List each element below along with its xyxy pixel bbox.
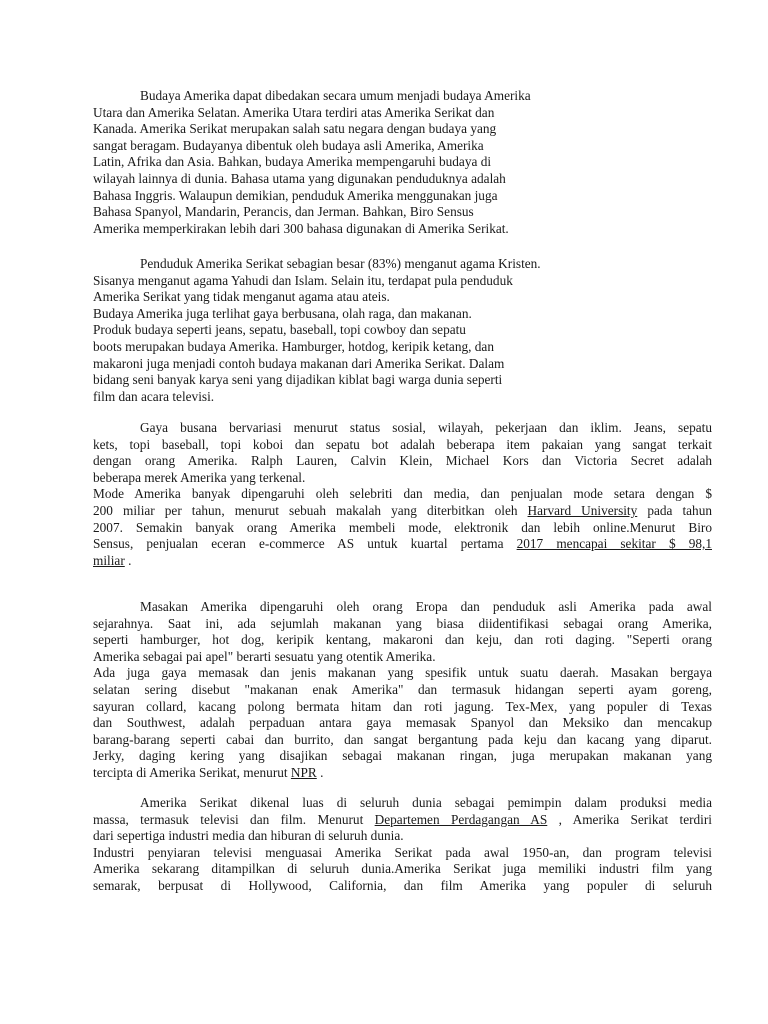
text-line bbox=[93, 812, 712, 829]
line-text: Sensus, penjualan eceran e-commerce AS untuk kuartal pertama bbox=[93, 536, 517, 552]
line-text: dengan orang Amerika. Ralph Lauren, Calvin Klein, Michael Kors dan Victoria Secret adalah bbox=[93, 453, 712, 469]
line-text: bidang seni banyak karya seni yang dijadikan kiblat bagi warga dunia seperti bbox=[93, 372, 503, 388]
line-text: Mode Amerika banyak dipengaruhi oleh selebriti dan media, dan penjualan mode setara dengan $ bbox=[93, 486, 712, 502]
line-text: pada tahun bbox=[637, 502, 712, 518]
text-line bbox=[93, 289, 613, 306]
line-text: Ada juga gaya memasak dan jenis makanan yang spesifik untuk suatu daerah. Masakan bergaya bbox=[93, 665, 712, 681]
text-line bbox=[93, 795, 712, 812]
line-text: barang-barang seperti cabai dan burrito, dan sangat bergantung pada keju dan kacang yang diparut. bbox=[93, 731, 712, 747]
text-line bbox=[93, 437, 712, 454]
hyperlink[interactable]: Departemen Perdagangan AS bbox=[374, 811, 548, 827]
text-line bbox=[93, 372, 613, 389]
line-text: Bahasa Inggris. Walaupun demikian, penduduk Amerika menggunakan juga bbox=[93, 187, 498, 203]
line-text: Amerika Serikat dikenal luas di seluruh dunia sebagai pemimpin dalam produksi media bbox=[140, 795, 712, 810]
line-text: kets, topi baseball, topi koboi dan sepatu bot adalah beberapa item pakaian yang sangat terkait bbox=[93, 436, 712, 452]
text-line bbox=[93, 339, 613, 356]
line-text: wilayah lainnya di dunia. Bahasa utama yang digunakan penduduknya adalah bbox=[93, 170, 506, 186]
line-text: Amerika sebagai pai apel" berarti sesuatu yang otentik Amerika. bbox=[93, 648, 436, 664]
line-text: Jerky, daging kering yang disajikan sebagai makanan ringan, juga merupakan makanan yang bbox=[93, 748, 712, 764]
paragraph-media bbox=[93, 795, 712, 895]
text-line bbox=[93, 649, 712, 666]
hyperlink[interactable]: Harvard University bbox=[527, 502, 638, 518]
line-text: 2007. Semakin banyak orang Amerika membeli mode, elektronik dan lebih online.Menurut Biro bbox=[93, 519, 712, 535]
hyperlink[interactable]: miliar bbox=[93, 552, 125, 568]
text-line bbox=[93, 306, 613, 323]
line-text: 200 miliar per tahun, menurut sebuah makalah yang diterbitkan oleh bbox=[93, 502, 528, 518]
line-text: tercipta di Amerika Serikat, menurut bbox=[93, 764, 291, 780]
hyperlink[interactable]: NPR bbox=[290, 764, 317, 780]
text-line bbox=[93, 715, 712, 732]
line-text: Budaya Amerika juga terlihat gaya berbusana, olah raga, dan makanan. bbox=[93, 305, 472, 321]
text-line bbox=[93, 420, 712, 437]
line-text: Penduduk Amerika Serikat sebagian besar (83%) menganut agama Kristen. bbox=[140, 256, 541, 271]
text-line bbox=[93, 765, 712, 782]
text-line bbox=[93, 748, 712, 765]
text-line bbox=[93, 732, 712, 749]
line-text: semarak, berpusat di Hollywood, California, dan film Amerika yang populer di seluruh bbox=[93, 877, 712, 893]
hyperlink[interactable]: 2017 mencapai sekitar $ 98,1 bbox=[516, 536, 712, 552]
line-text: Gaya busana bervariasi menurut status sosial, wilayah, pekerjaan dan iklim. Jeans, sepatu bbox=[140, 420, 712, 435]
text-line bbox=[93, 204, 613, 221]
line-text: , Amerika Serikat terdiri bbox=[547, 811, 713, 827]
line-text: Budaya Amerika dapat dibedakan secara umum menjadi budaya Amerika bbox=[140, 88, 531, 103]
text-line bbox=[93, 632, 712, 649]
text-line bbox=[93, 138, 613, 155]
text-line bbox=[93, 88, 613, 105]
text-line bbox=[93, 520, 712, 537]
paragraph-fashion bbox=[93, 420, 712, 569]
text-line bbox=[93, 486, 712, 503]
text-line bbox=[93, 828, 712, 845]
text-line bbox=[93, 665, 712, 682]
line-text: Amerika memperkirakan lebih dari 300 bahasa digunakan di Amerika Serikat. bbox=[93, 220, 509, 236]
line-text: . bbox=[124, 552, 132, 568]
text-line bbox=[93, 503, 712, 520]
text-line bbox=[93, 878, 712, 895]
text-line bbox=[93, 553, 712, 570]
line-text: Industri penyiaran televisi menguasai Amerika Serikat pada awal 1950-an, dan program televisi bbox=[93, 844, 712, 860]
line-text: sangat beragam. Budayanya dibentuk oleh budaya asli Amerika, Amerika bbox=[93, 137, 484, 153]
line-text: boots merupakan budaya Amerika. Hamburger, hotdog, keripik ketang, dan bbox=[93, 338, 494, 354]
line-text: massa, termasuk televisi dan film. Menurut bbox=[93, 811, 375, 827]
line-text: Latin, Afrika dan Asia. Bahkan, budaya Amerika mempengaruhi budaya di bbox=[93, 154, 492, 170]
line-text: film dan acara televisi. bbox=[93, 388, 215, 404]
line-text: Kanada. Amerika Serikat merupakan salah satu negara dengan budaya yang bbox=[93, 121, 497, 137]
line-text: seperti hamburger, hot dog, keripik kentang, makaroni dan keju, dan roti daging. "Seperti orang bbox=[93, 632, 712, 648]
line-text: beberapa merek Amerika yang terkenal. bbox=[93, 469, 306, 485]
text-line bbox=[93, 154, 613, 171]
text-line bbox=[93, 861, 712, 878]
line-text: sejarahnya. Saat ini, ada sejumlah makanan yang biasa diidentifikasi sebagai orang Amerika, bbox=[93, 615, 712, 631]
text-line bbox=[93, 171, 613, 188]
text-line bbox=[93, 453, 712, 470]
text-line bbox=[93, 599, 712, 616]
paragraph-cuisine bbox=[93, 599, 712, 782]
line-text: Bahasa Spanyol, Mandarin, Perancis, dan Jerman. Bahkan, Biro Sensus bbox=[93, 204, 474, 220]
line-text: sayuran collard, kacang polong bermata hitam dan roti jagung. Tex-Mex, yang populer di Texas bbox=[93, 698, 712, 714]
line-text: selatan sering disebut "makanan enak Amerika" dan termasuk hidangan seperti ayam goreng, bbox=[93, 681, 712, 697]
line-text: Amerika sekarang ditampilkan di seluruh dunia.Amerika Serikat juga memiliki industri film yang bbox=[93, 861, 712, 877]
line-text: . bbox=[316, 764, 324, 780]
text-line bbox=[93, 121, 613, 138]
text-line bbox=[93, 470, 712, 487]
line-text: makaroni juga menjadi contoh budaya makanan dari Amerika Serikat. Dalam bbox=[93, 355, 505, 371]
line-text: Amerika Serikat yang tidak menganut agama atau ateis. bbox=[93, 289, 390, 305]
text-line bbox=[93, 699, 712, 716]
text-line bbox=[93, 356, 613, 373]
line-text: Produk budaya seperti jeans, sepatu, baseball, topi cowboy dan sepatu bbox=[93, 322, 466, 338]
line-text: dari sepertiga industri media dan hiburan di seluruh dunia. bbox=[93, 828, 404, 844]
line-text: Masakan Amerika dipengaruhi oleh orang Eropa dan penduduk asli Amerika pada awal bbox=[140, 599, 712, 614]
paragraph-culture bbox=[93, 88, 613, 237]
paragraph-religion bbox=[93, 256, 613, 405]
text-line bbox=[93, 536, 712, 553]
text-line bbox=[93, 273, 613, 290]
text-line bbox=[93, 322, 613, 339]
line-text: Sisanya menganut agama Yahudi dan Islam. Selain itu, terdapat pula penduduk bbox=[93, 272, 513, 288]
text-line bbox=[93, 256, 613, 273]
line-text: dan Southwest, adalah perpaduan antara gaya memasak Spanyol dan Meksiko dan mencakup bbox=[93, 715, 712, 731]
text-line bbox=[93, 616, 712, 633]
text-line bbox=[93, 389, 613, 406]
text-line bbox=[93, 188, 613, 205]
text-line bbox=[93, 105, 613, 122]
text-line bbox=[93, 221, 613, 238]
text-line bbox=[93, 682, 712, 699]
line-text: Utara dan Amerika Selatan. Amerika Utara terdiri atas Amerika Serikat dan bbox=[93, 104, 495, 120]
text-line bbox=[93, 845, 712, 862]
